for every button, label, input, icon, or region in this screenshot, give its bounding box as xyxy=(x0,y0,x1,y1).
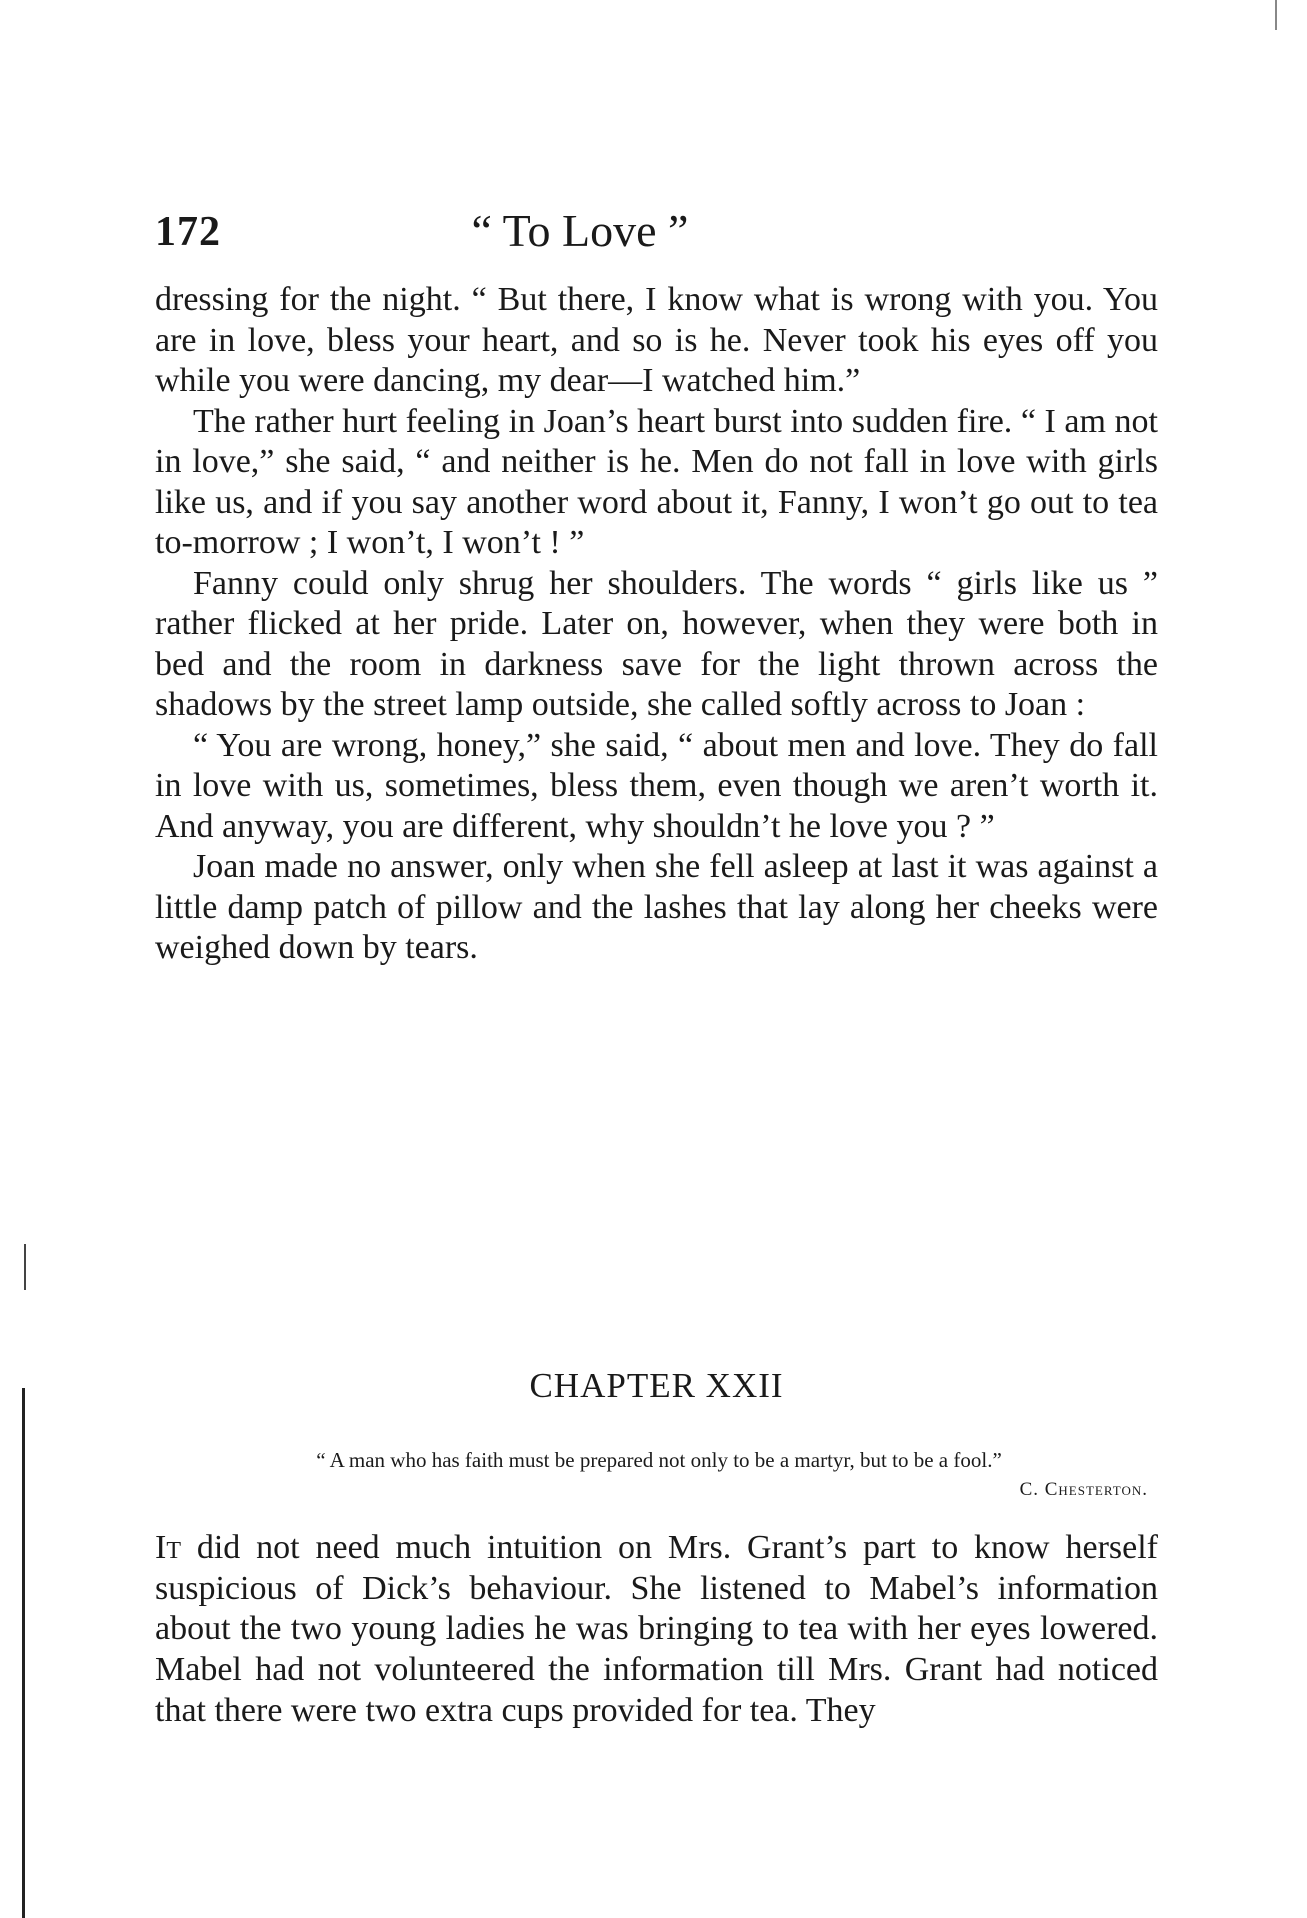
running-title: “ To Love ” xyxy=(471,205,689,256)
paragraph xyxy=(155,1528,1158,1732)
opening-small-caps: It xyxy=(155,1529,181,1566)
scan-edge-mark xyxy=(24,1244,26,1290)
opening-text: did not need much intuition on Mrs. Grant’s part to know herself suspicious of Dick’s behaviour. She listened to Mabel’s information about the two young ladies he was bringing to tea with her eyes lowered. Mabel had not volunteered the information till Mrs. Grant had noticed that there were two extra cups provided for tea. They xyxy=(155,1529,1158,1729)
epigraph-quote: “ A man who has faith must be prepared not only to be a martyr, but to be a fool.” xyxy=(316,1448,1002,1472)
chapter-opening-text xyxy=(155,1528,1158,1732)
paragraph: The rather hurt feeling in Joan’s heart burst into sudden fire. “ I am not in love,” she said, “ and neither is he. Men do not fall in love with girls like us, and if you say another word about it, Fanny, I won’t go out to tea to-morrow ; I won’t, I won’t ! ” xyxy=(155,402,1158,561)
paragraph: dressing for the night. “ But there, I know what is wrong with you. You are in love, bless your heart, and so is he. Never took his eyes off you while you were dancing, my dear—I watched him.” xyxy=(155,281,1158,399)
paragraph: Joan made no answer, only when she fell asleep at last it was against a little damp patch of pillow and the lashes that lay along her cheeks were weighed down by tears. xyxy=(155,848,1158,966)
scan-edge-mark xyxy=(1275,0,1277,30)
scan-edge-mark xyxy=(22,1388,25,1918)
page-header xyxy=(155,200,1155,260)
body-text-section xyxy=(155,280,1158,969)
page-number: 172 xyxy=(155,209,221,255)
chapter-heading: CHAPTER XXII xyxy=(529,1366,784,1405)
paragraph: “ You are wrong, honey,” she said, “ about men and love. They do fall in love with us, sometimes, bless them, even though we aren’t worth it. And anyway, you are different, why shouldn’t he love you ? ” xyxy=(155,726,1158,845)
epigraph xyxy=(160,1445,1158,1505)
paragraph: Fanny could only shrug her shoulders. The words “ girls like us ” rather flicked at her pride. Later on, however, when they were both in bed and the room in darkness save for the light thrown across the shadows by the street lamp outside, she called softly across to Joan : xyxy=(155,564,1158,723)
epigraph-attribution: C. Chesterton. xyxy=(1019,1479,1148,1500)
